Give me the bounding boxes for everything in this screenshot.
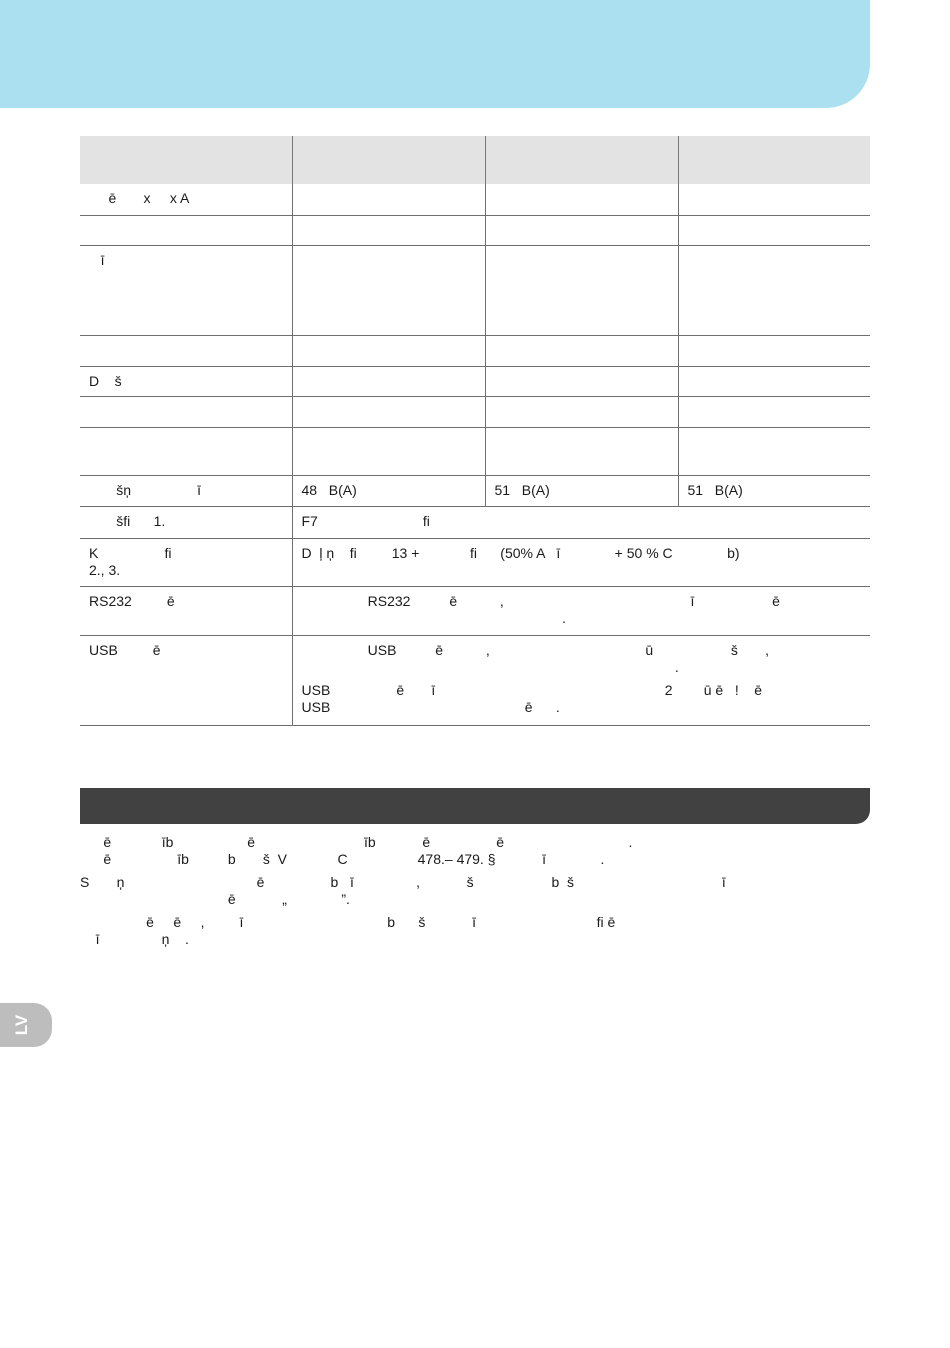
value-cell [678,427,870,475]
value-cell [292,366,485,396]
row-label-cell: ē x x A [80,184,292,215]
merged-value-cell [292,586,870,635]
table-row [80,635,870,725]
value-cell [678,366,870,396]
language-tab-label: LV [12,1014,31,1036]
table-row [80,475,870,506]
value-cell [678,396,870,427]
value-cell [292,215,485,245]
value-cell [485,427,678,475]
value-cell: 51 B(A) [485,475,678,506]
body-paragraph: ē ē , ī b š ī fi ē ī ņ . [95,914,616,947]
table-header-cell [485,136,678,184]
value-cell [485,396,678,427]
row-label-cell: D š [80,366,292,396]
section-heading-bar [80,788,870,824]
value-cell [292,396,485,427]
value-cell [292,427,485,475]
row-label-cell: USB ē [80,635,292,725]
table-header-cell [678,136,870,184]
table-header-row [80,136,870,184]
row-label-cell: šņ ī [80,475,292,506]
table-row [80,586,870,635]
row-label-cell: RS232 ē [80,586,292,635]
value-cell [678,215,870,245]
cell-paragraph: RS232 ē , ī ē . [367,592,780,626]
row-label-cell: šfi 1. [80,506,292,538]
row-label-cell [80,215,292,245]
table-header-cell [80,136,292,184]
table-header-cell [292,136,485,184]
cell-paragraph: USB ē ī 2 ū ē ! ē USB ē . [301,681,763,715]
table-row [80,215,870,245]
merged-value-cell [292,506,870,538]
table-row [80,506,870,538]
row-label-cell [80,335,292,366]
table-row [80,184,870,215]
value-cell [292,245,485,335]
value-cell [678,184,870,215]
header-band [0,0,870,108]
table-row [80,396,870,427]
value-cell [485,184,678,215]
body-paragraph: ē īb ē īb ē ē . ē īb b š V C 478.– 479. § ī . [103,834,633,867]
value-cell [485,245,678,335]
value-cell [678,335,870,366]
table-row [80,538,870,586]
table-row [80,245,870,335]
language-tab [0,1003,52,1047]
row-label-cell [80,396,292,427]
value-cell [485,335,678,366]
value-cell [292,184,485,215]
value-cell [485,366,678,396]
specification-table [80,136,870,726]
row-label-cell: ī [80,245,292,335]
table-body [80,184,870,725]
merged-value-cell [292,635,870,725]
table-row [80,427,870,475]
value-cell: 51 B(A) [678,475,870,506]
body-text [80,834,870,954]
value-cell: 48 B(A) [292,475,485,506]
row-label-cell: K fi 2., 3. [80,538,292,586]
cell-paragraph: USB ē , ū š , . [367,641,770,675]
value-cell [292,335,485,366]
row-label-cell [80,427,292,475]
cell-paragraph: F7 fi [301,512,430,529]
cell-paragraph: D ļ ņ fi 13 + fi (50% A ī + 50 % C b) [301,544,740,561]
merged-value-cell [292,538,870,586]
value-cell [678,245,870,335]
table-row [80,335,870,366]
table-row [80,366,870,396]
body-paragraph: S ņ ē b ī , š b š ī ē „ ”. [80,874,726,907]
value-cell [485,215,678,245]
